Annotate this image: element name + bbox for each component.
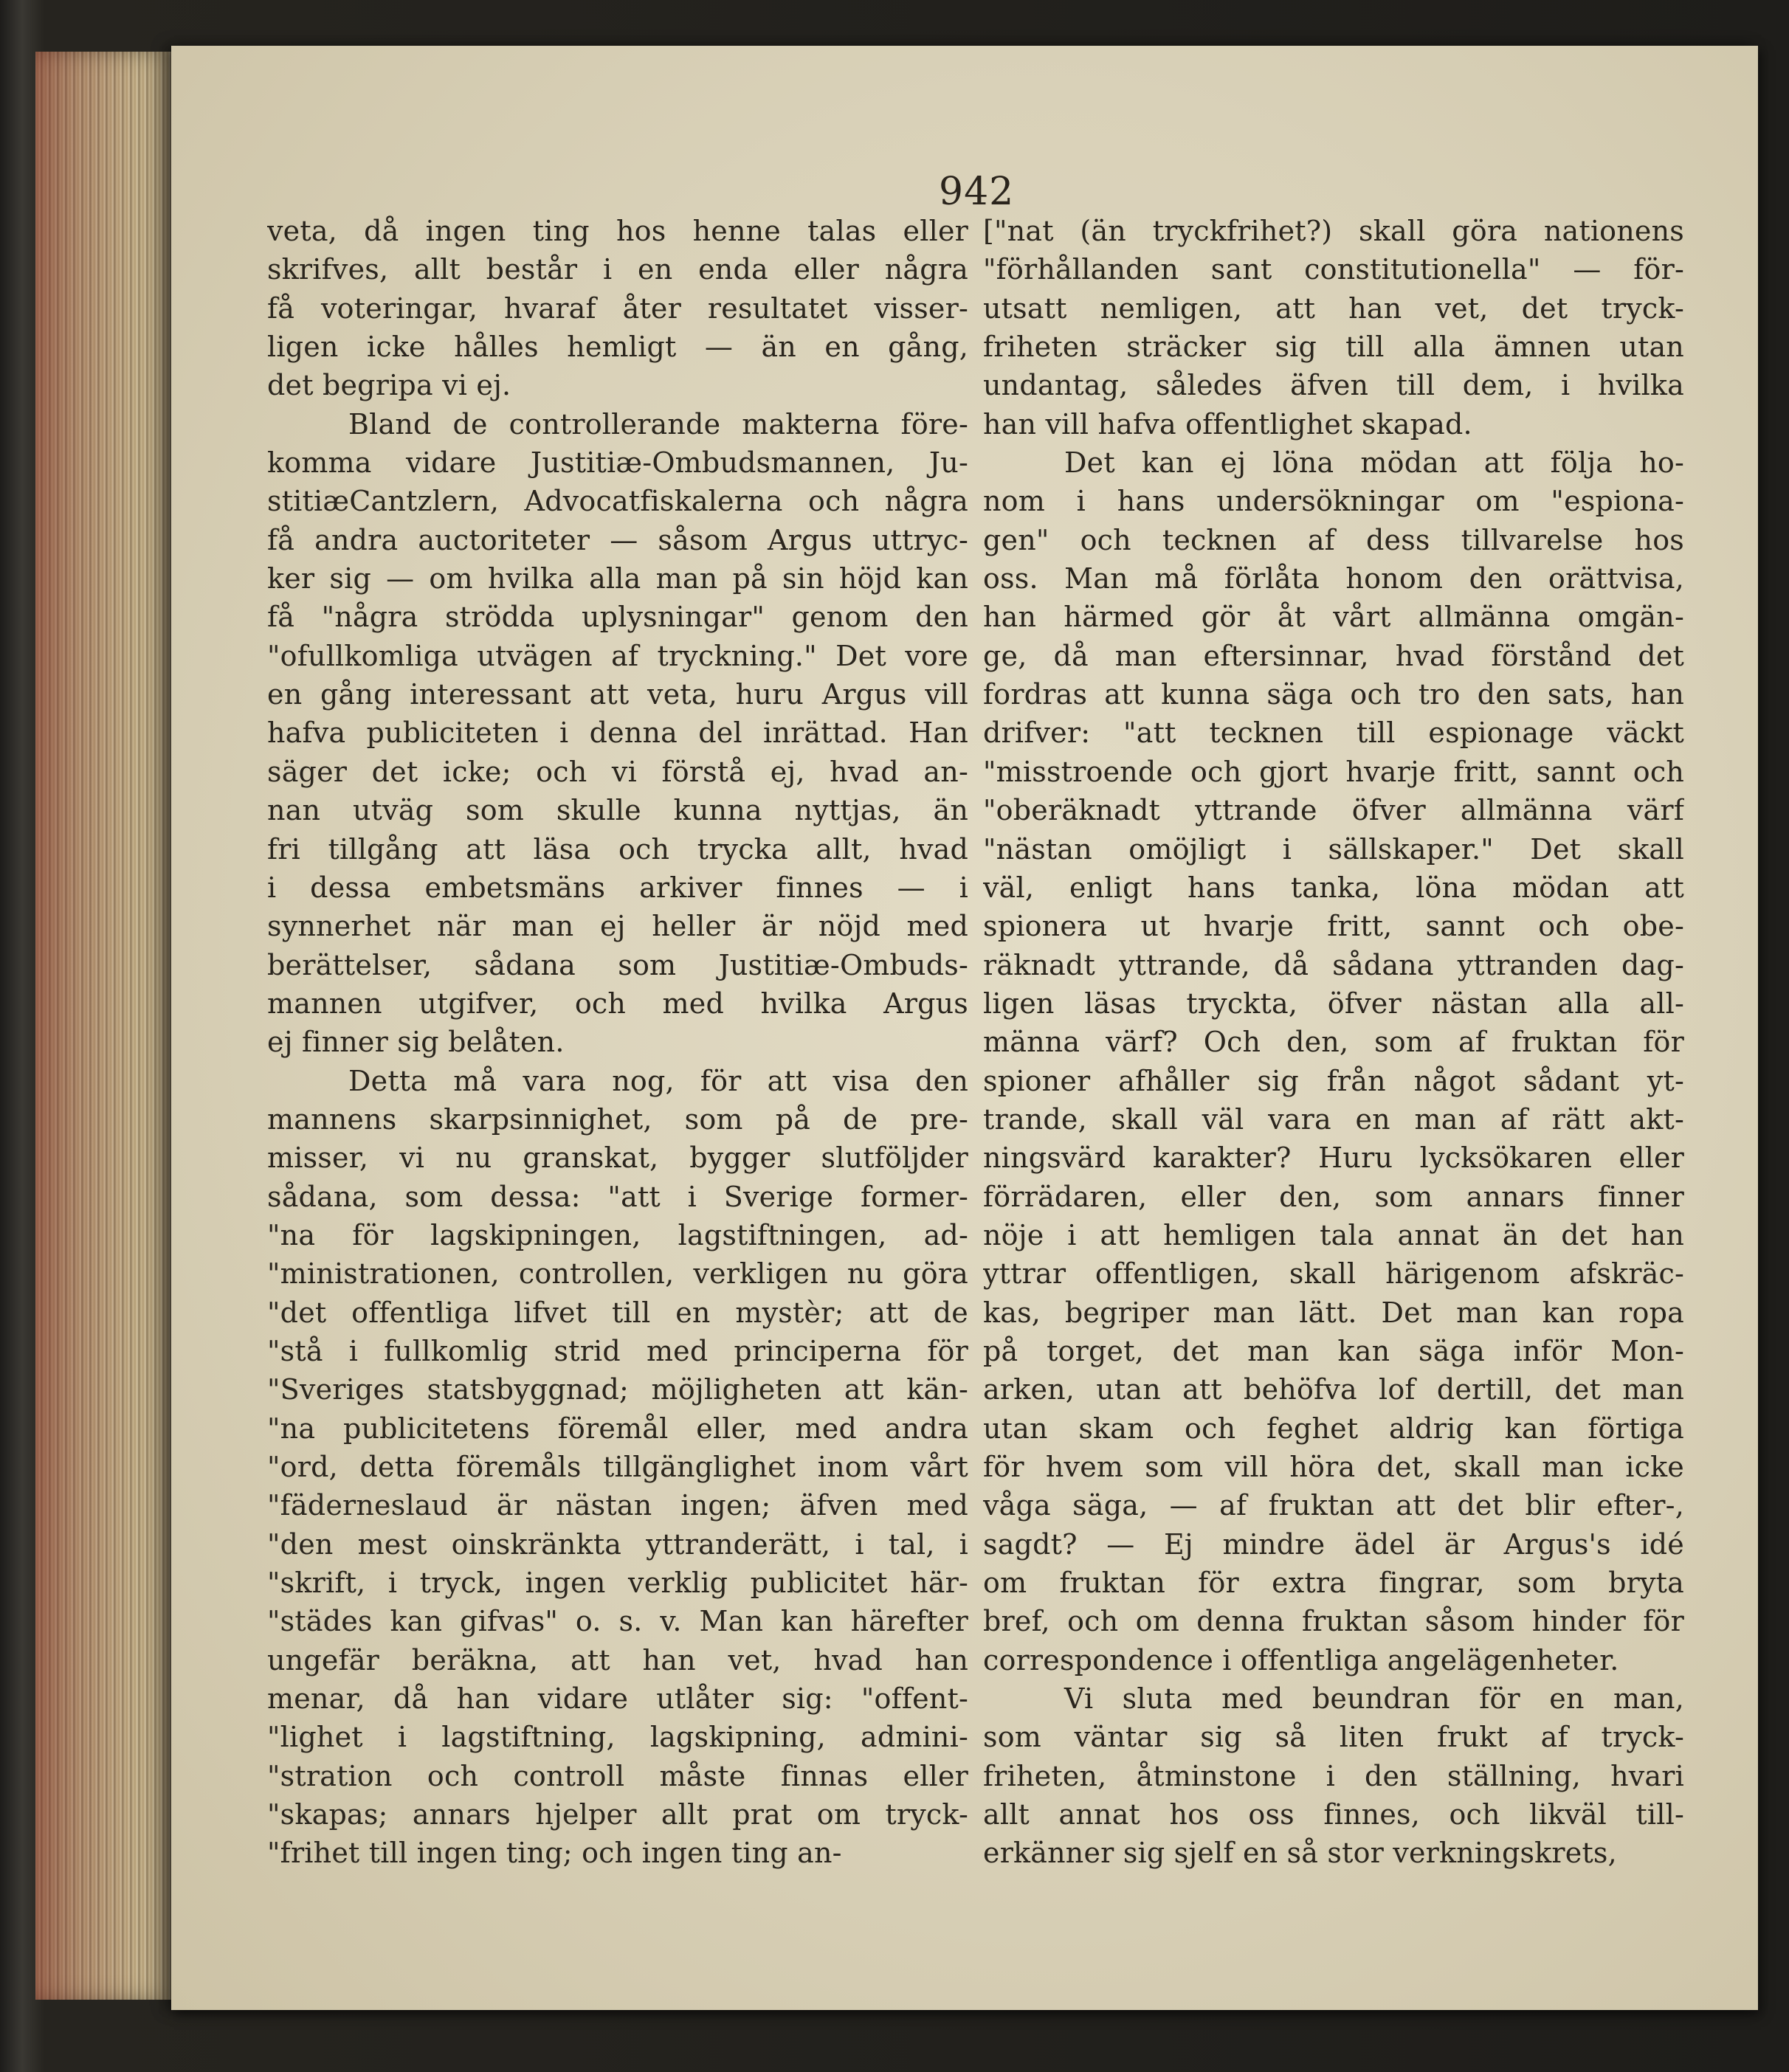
text-line: få "några strödda uplysningar" genom den [267,601,968,634]
text-line: friheten, åtminstone i den ställning, hvari [983,1759,1684,1792]
text-line: "misstroende och gjort hvarje fritt, sannt och [983,755,1684,788]
text-line: trande, skall väl vara en man af rätt akt- [983,1102,1684,1136]
text-line: berättelser, sådana som Justitiæ-Ombuds- [267,948,968,981]
text-line: få andra auctoriteter — såsom Argus uttryc- [267,523,968,556]
text-line: "na för lagskipningen, lagstiftningen, ad- [267,1218,968,1251]
text-line: veta, då ingen ting hos henne talas eller [267,215,968,247]
text-line: kas, begriper man lätt. Det man kan ropa [983,1296,1684,1329]
text-line: spioner afhåller sig från något sådant yt- [983,1064,1684,1097]
text-line: komma vidare Justitiæ-Ombudsmannen, Ju- [267,446,968,480]
text-line: fordras att kunna säga och tro den sats, han [983,678,1684,711]
text-line: "den mest oinskränkta yttranderätt, i tal, i [267,1527,968,1561]
text-line: på torget, det man kan säga inför Mon- [983,1334,1684,1367]
text-line: ej finner sig belåten. [267,1026,565,1059]
text-line: hafva publiciteten i denna del inrättad. Han [267,716,968,750]
text-line: nan utväg som skulle kunna nyttjas, än [267,794,968,827]
text-line: "ministrationen, controllen, verkligen nu göra [267,1257,968,1291]
text-line: spionera ut hvarje fritt, sannt och obe- [983,910,1684,943]
text-line: ningsvärd karakter? Huru lycksökaren eller [983,1142,1684,1175]
text-line: "lighet i lagstiftning, lagskipning, admini- [267,1721,968,1754]
text-line: erkänner sig sjelf en så stor verkningskrets, [983,1837,1617,1870]
text-line: allt annat hos oss finnes, och likväl till- [983,1798,1684,1831]
text-line: undantag, således äfven till dem, i hvilka [983,369,1684,402]
text-line: Det kan ej löna mödan att följa ho- [1064,446,1684,480]
text-line: männa värf? Och den, som af fruktan för [983,1026,1684,1059]
text-line: Bland de controllerande makterna före- [348,407,968,441]
text-line: friheten sträcker sig till alla ämnen utan [983,331,1684,364]
text-line: väl, enligt hans tanka, löna mödan att [983,871,1684,904]
text-line: "förhållanden sant constitutionella" — för- [983,253,1684,286]
text-line: synnerhet när man ej heller är nöjd med [267,910,968,943]
text-line: misser, vi nu granskat, bygger slutföljder [267,1142,968,1175]
text-line: "frihet till ingen ting; och ingen ting an- [267,1837,842,1870]
text-line: sagdt? — Ej mindre ädel är Argus's idé [983,1527,1684,1561]
left-column [267,212,968,1873]
page-number: 942 [939,170,1015,214]
text-line: bref, och om denna fruktan såsom hinder för [983,1605,1684,1638]
text-line: ungefär beräkna, att han vet, hvad han [267,1643,968,1676]
text-line: mannens skarpsinnighet, som på de pre- [267,1102,968,1136]
text-line: mannen utgifver, och med hvilka Argus [267,987,968,1020]
text-line: "det offentliga lifvet till en mystèr; att de [267,1296,968,1329]
text-line: en gång interessant att veta, huru Argus vill [267,678,968,711]
text-line: få voteringar, hvaraf åter resultatet visser- [267,291,968,325]
book-page-edges [35,52,176,2000]
text-line: fri tillgång att läsa och trycka allt, hvad [267,832,968,866]
text-line: utsatt nemligen, att han vet, det tryck- [983,291,1684,325]
text-line: "ord, detta föremåls tillgänglighet inom vårt [267,1451,968,1483]
text-line: ker sig — om hvilka alla man på sin höjd kan [267,562,968,595]
text-line: menar, då han vidare utlåter sig: "offent- [267,1682,968,1716]
text-line: "städes kan gifvas" o. s. v. Man kan härefter [267,1605,968,1638]
text-line: "skapas; annars hjelper allt prat om tryck- [267,1798,968,1831]
text-line: arken, utan att behöfva lof dertill, det man [983,1373,1684,1406]
text-line: ["nat (än tryckfrihet?) skall göra nationens [983,215,1684,247]
text-line: förrädaren, eller den, som annars finner [983,1180,1684,1213]
text-line: "stration och controll måste finnas eller [267,1759,968,1792]
text-line: det begripa vi ej. [267,369,511,402]
text-line: våga säga, — af fruktan att det blir efter-, [983,1489,1684,1522]
text-line: Detta må vara nog, för att visa den [348,1064,968,1097]
text-line: i dessa embetsmäns arkiver finnes — i [267,871,968,904]
text-line: oss. Man må förlåta honom den orättvisa, [983,562,1684,595]
text-line: utan skam och feghet aldrig kan förtiga [983,1412,1684,1445]
text-line: sådana, som dessa: "att i Sverige former- [267,1180,968,1213]
text-line: ligen icke hålles hemligt — än en gång, [267,331,968,364]
text-line: om fruktan för extra fingrar, som bryta [983,1567,1684,1600]
text-line: räknadt yttrande, då sådana yttranden dag- [983,948,1684,981]
text-line: stitiæCantzlern, Advocatfiskalerna och några [267,485,968,518]
text-line: yttrar offentligen, skall härigenom afskräc- [983,1257,1684,1291]
text-line: ge, då man eftersinnar, hvad förstånd det [983,639,1684,672]
text-line: som väntar sig så liten frukt af tryck- [983,1721,1684,1754]
text-line: drifver: "att tecknen till espionage väckt [983,716,1684,750]
text-line: han härmed gör åt vårt allmänna omgän- [983,601,1684,634]
text-line: skrifves, allt består i en enda eller några [267,253,968,286]
book-page [171,46,1758,2010]
text-line: säger det icke; och vi förstå ej, hvad an- [267,755,968,788]
text-line: "skrift, i tryck, ingen verklig publicitet här- [267,1567,968,1600]
text-line: nom i hans undersökningar om "espiona- [983,485,1684,518]
right-column [983,212,1684,1873]
text-line: ligen läsas tryckta, öfver nästan alla all- [983,987,1684,1020]
text-line: Vi sluta med beundran för en man, [1064,1682,1684,1716]
text-line: gen" och tecknen af dess tillvarelse hos [983,523,1684,556]
text-line: nöje i att hemligen tala annat än det han [983,1218,1684,1251]
text-line: "nästan omöjligt i sällskaper." Det skall [983,832,1684,866]
text-line: "na publicitetens föremål eller, med andra [267,1412,968,1445]
text-line: correspondence i offentliga angelägenheter. [983,1643,1619,1676]
text-line: "stå i fullkomlig strid med principerna för [267,1334,968,1367]
text-line: "Sveriges statsbyggnad; möjligheten att kän- [267,1373,968,1406]
text-line: "ofullkomliga utvägen af tryckning." Det vore [267,639,968,672]
text-line: han vill hafva offentlighet skapad. [983,407,1472,441]
text-line: "oberäknadt yttrande öfver allmänna värf [983,794,1684,827]
text-line: "fäderneslaud är nästan ingen; äfven med [267,1489,968,1522]
text-line: för hvem som vill höra det, skall man icke [983,1451,1684,1483]
